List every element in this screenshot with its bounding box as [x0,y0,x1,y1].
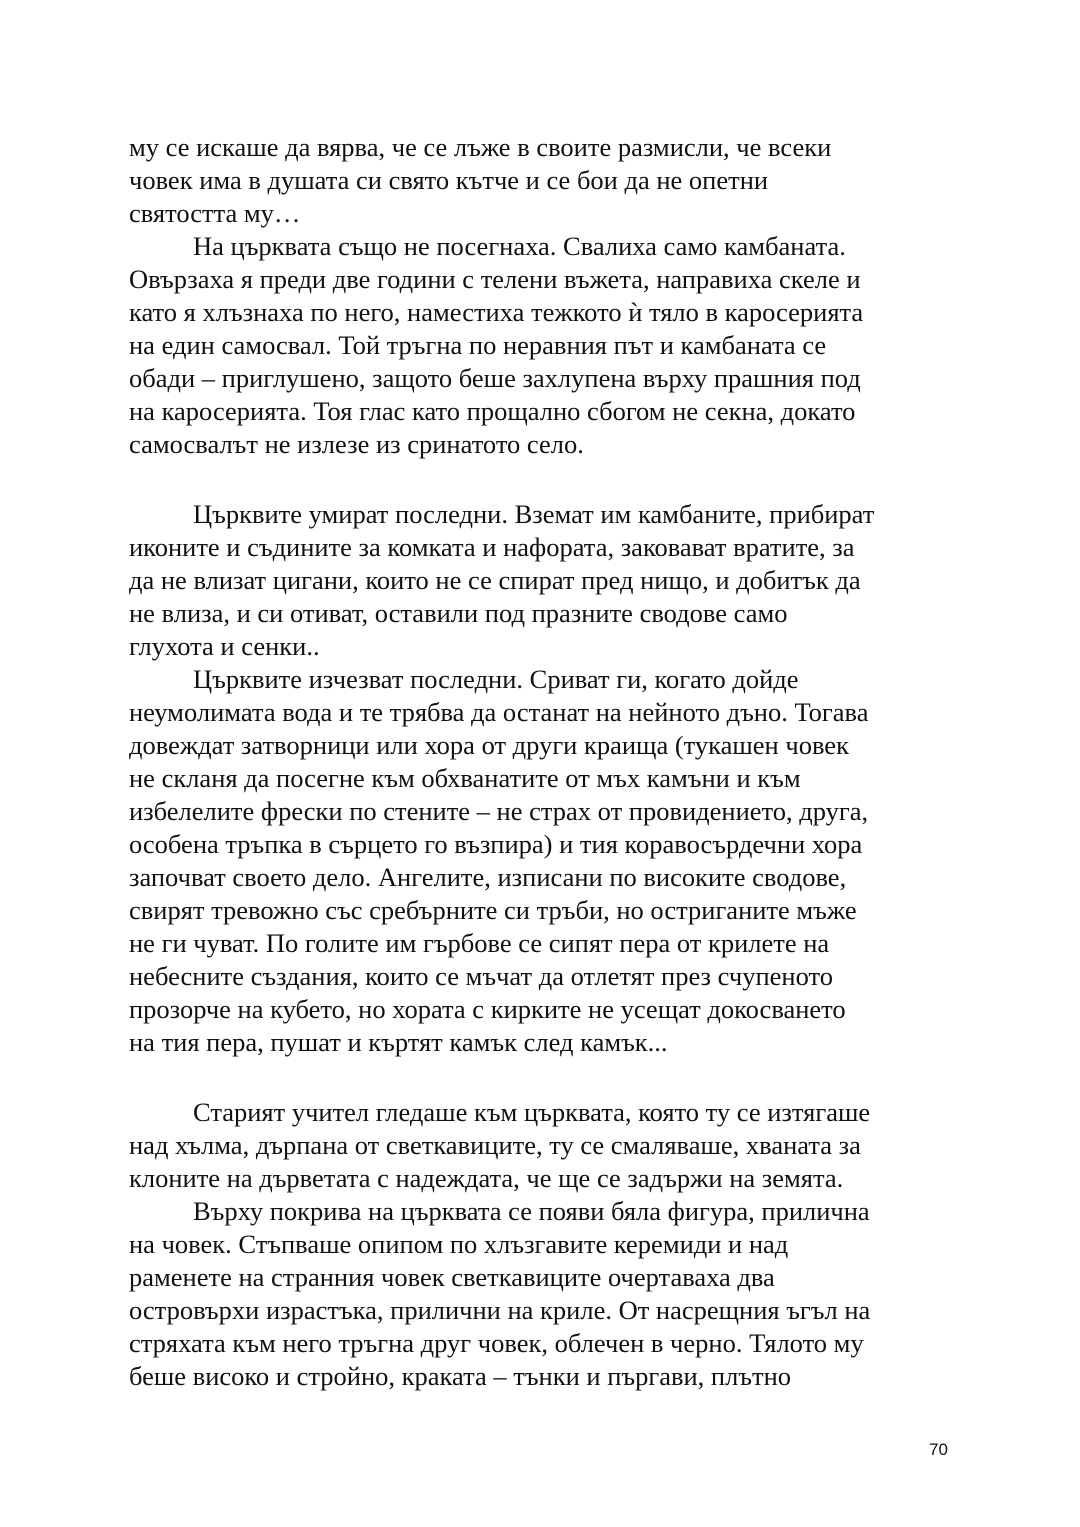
text-line: святостта му… [129,198,301,228]
text-line: на каросерията. Тоя глас като прощално сбогом не секна, докато [129,396,856,426]
text-line: му се искаше да вярва, че се лъже в своите размисли, че всеки [129,132,832,162]
text-line: клоните на дърветата с надеждата, че ще се задържи на земята. [129,1163,844,1193]
page-number: 70 [929,1440,948,1459]
text-line: иконите и съдините за комката и нафората, заковават вратите, за [129,532,855,562]
text-line: Църквите умират последни. Вземат им камбаните, прибират [193,499,875,529]
text-line: над хълма, дърпана от светкавиците, ту се смаляваше, хваната за [129,1130,861,1160]
text-line: на човек. Стъпваше опипом по хлъзгавите керемиди и над [129,1229,789,1259]
text-line: Върху покрива на църквата се появи бяла фигура, прилична [193,1196,870,1226]
text-line: не ги чуват. По голите им гърбове се сипят пера от крилете на [129,928,830,958]
text-line: да не влизат цигани, които не се спират пред нищо, и добитък да [129,565,861,595]
text-line: довеждат затворници или хора от други краища (тукашен човек [129,730,849,760]
text-line: прозорче на кубето, но хората с кирките не усещат докосването [129,994,846,1024]
text-block-2 [129,498,959,1059]
text-line: човек има в душата си свято кътче и се бои да не опетни [129,165,769,195]
text-line: не скланя да посегне към обхванатите от мъх камъни и към [129,763,801,793]
text-line: раменете на странния човек светкавиците очертаваха два [129,1262,775,1292]
text-line: обади – приглушено, защото беше захлупена върху прашния под [129,363,861,393]
text-block-1 [129,131,959,461]
text-line: стряхата към него тръгна друг човек, облечен в черно. Тялото му [129,1328,864,1358]
text-line: островърхи израстъка, прилични на криле. От насрещния ъгъл на [129,1295,871,1325]
text-line: свирят тревожно със сребърните си тръби, но остриганите мъже [129,895,857,925]
text-line: небесните създания, които се мъчат да отлетят през счупеното [129,961,833,991]
text-line: беше високо и стройно, краката – тънки и пъргави, плътно [129,1361,792,1391]
text-line: не влиза, и си отиват, оставили под празните сводове само [129,598,788,628]
text-block-3 [129,1096,959,1393]
text-line: на един самосвал. Той тръгна по неравния път и камбаната се [129,330,827,360]
text-line: неумолимата вода и те трябва да останат на нейното дъно. Тогава [129,697,869,727]
text-line: на тия пера, пушат и къртят камък след камък... [129,1027,668,1057]
text-line: глухота и сенки.. [129,631,320,661]
text-line: самосвалът не излезе из сринатото село. [129,429,584,459]
text-line: Старият учител гледаше към църквата, която ту се изтягаше [193,1097,871,1127]
text-line: На църквата също не посегнаха. Свалиха само камбаната. [193,231,846,261]
text-line: Църквите изчезват последни. Сриват ги, когато дойде [193,664,799,694]
text-line: като я хлъзнаха по него, наместиха тежкото ѝ тяло в каросерията [129,297,864,327]
text-line: Овързаха я преди две години с телени въжета, направиха скеле и [129,264,861,294]
text-line: особена тръпка в сърцето го възпира) и тия коравосърдечни хора [129,829,863,859]
text-line: избелелите фрески по стените – не страх от провидението, друга, [129,796,869,826]
text-line: започват своето дело. Ангелите, изписани по високите сводове, [129,862,847,892]
